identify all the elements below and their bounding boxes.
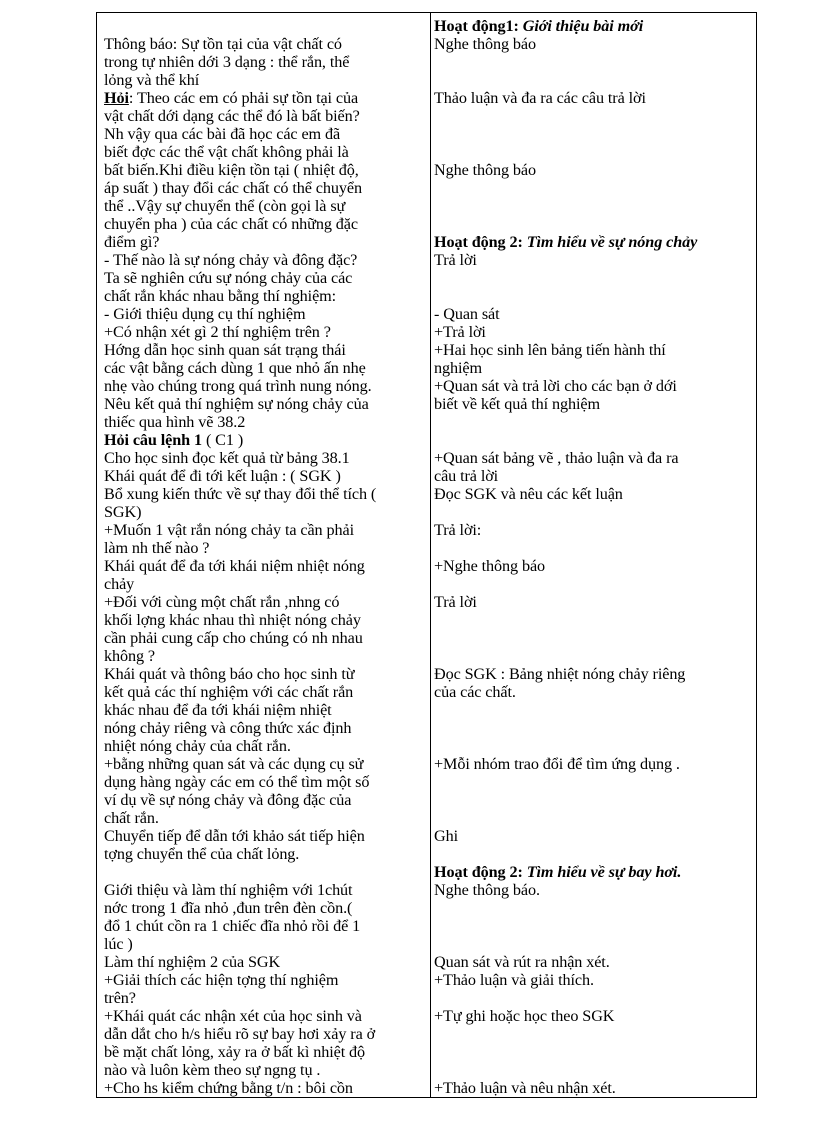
teacher-text: Làm thí nghiệm 2 của SGK xyxy=(104,953,281,971)
teacher-line xyxy=(104,989,136,1007)
teacher-text: khác nhau để đa tới khái niệm nhiệt xyxy=(104,701,332,719)
teacher-text: +Muốn 1 vật rắn nóng chảy ta cần phải xyxy=(104,521,354,539)
student-line xyxy=(434,449,678,467)
teacher-line xyxy=(104,35,342,53)
teacher-line xyxy=(104,719,351,737)
teacher-line xyxy=(104,737,291,755)
teacher-text: chất rắn khác nhau bằng thí nghiệm: xyxy=(104,287,337,305)
teacher-text: lỏng và thể khí xyxy=(104,71,200,89)
teacher-line xyxy=(104,305,305,323)
teacher-line xyxy=(104,413,245,431)
student-line xyxy=(434,359,482,377)
teacher-text: +bằng những quan sát và các dụng cụ sử xyxy=(104,755,364,773)
student-text: Trả lời xyxy=(434,251,477,269)
teacher-line xyxy=(104,359,366,377)
teacher-line xyxy=(104,485,376,503)
student-line xyxy=(434,341,666,359)
teacher-line xyxy=(104,683,353,701)
student-line xyxy=(434,467,498,485)
teacher-bold-text: Hỏi câu lệnh 1 xyxy=(104,431,202,449)
teacher-text: Chuyển tiếp để dẫn tới khảo sát tiếp hiện xyxy=(104,827,365,845)
teacher-line xyxy=(104,557,365,575)
teacher-text: +Đối với cùng một chất rắn ,nhng có xyxy=(104,593,340,611)
teacher-text: nhẹ vào chúng trong quá trình nung nóng. xyxy=(104,377,372,395)
student-text: Trả lời xyxy=(434,593,477,611)
teacher-line xyxy=(104,629,363,647)
student-text: +Nghe thông báo xyxy=(434,557,546,575)
teacher-text: ( C1 ) xyxy=(202,431,244,449)
student-text: Thảo luận và đa ra các câu trả lời xyxy=(434,89,646,107)
student-text: +Quan sát bảng vẽ , thảo luận và đa ra xyxy=(434,449,679,467)
student-bold-text: Hoạt động 2 xyxy=(434,863,518,881)
teacher-line xyxy=(104,935,133,953)
teacher-line xyxy=(104,1061,320,1079)
student-text: Trả lời: xyxy=(434,521,482,539)
teacher-line xyxy=(104,1043,365,1061)
student-line xyxy=(434,881,540,899)
student-text: +Hai học sinh lên bảng tiến hành thí xyxy=(434,341,666,359)
teacher-line xyxy=(104,341,346,359)
student-line xyxy=(434,971,594,989)
teacher-line xyxy=(104,449,350,467)
teacher-bold-text: Hỏi xyxy=(104,89,129,107)
teacher-text: lúc ) xyxy=(104,935,133,953)
student-text: - Quan sát xyxy=(434,305,500,323)
student-line xyxy=(434,17,643,35)
teacher-line xyxy=(104,791,351,809)
teacher-line xyxy=(104,197,345,215)
student-line xyxy=(434,863,681,881)
teacher-text: - Giới thiệu dụng cụ thí nghiệm xyxy=(104,305,306,323)
student-text: Nghe thông báo. xyxy=(434,881,540,899)
teacher-text: trong tự nhiên dới 3 dạng : thể rắn, thể xyxy=(104,53,350,71)
student-text: +Quan sát và trả lời cho các bạn ở dới xyxy=(434,377,677,395)
student-text: Nghe thông báo xyxy=(434,161,537,179)
teacher-text: dẫn dắt cho h/s hiểu rõ sự bay hơi xảy ra ở xyxy=(104,1025,376,1043)
student-line xyxy=(434,1079,616,1097)
teacher-text: không ? xyxy=(104,647,156,665)
student-activity-title: Tìm hiểu về sự nóng chảy xyxy=(526,233,698,251)
teacher-line xyxy=(104,917,360,935)
teacher-text: kết quả các thí nghiệm với các chất rắn xyxy=(104,683,354,701)
student-text: Quan sát và rút ra nhận xét. xyxy=(434,953,610,971)
teacher-text: điểm gì? xyxy=(104,233,160,251)
student-text: Nghe thông báo xyxy=(434,35,537,53)
teacher-line xyxy=(104,521,354,539)
teacher-text: : Theo các em có phải sự tồn tại của xyxy=(128,89,359,107)
teacher-line xyxy=(104,143,349,161)
teacher-line xyxy=(104,827,365,845)
student-text: +Thảo luận và nêu nhận xét. xyxy=(434,1079,616,1097)
teacher-text: - Thế nào là sự nóng chảy và đông đặc? xyxy=(104,251,358,269)
student-line xyxy=(434,35,536,53)
teacher-line xyxy=(104,647,155,665)
teacher-line xyxy=(104,287,336,305)
teacher-text: thể ..Vậy sự chuyển thể (còn gọi là sự xyxy=(104,197,346,215)
teacher-line xyxy=(104,71,199,89)
teacher-text: chuyển pha ) của các chất có những đặc xyxy=(104,215,358,233)
student-text: Đọc SGK và nêu các kết luận xyxy=(434,485,623,503)
teacher-line xyxy=(104,233,159,251)
student-line xyxy=(434,953,610,971)
student-line xyxy=(434,521,481,539)
teacher-text: Bổ xung kiến thức về sự thay đổi thể tích ( xyxy=(104,485,377,503)
teacher-text: Khái quát để đa tới khái niệm nhiệt nóng xyxy=(104,557,365,575)
teacher-text: khối lợng khác nhau thì nhiệt nóng chảy xyxy=(104,611,361,629)
teacher-line xyxy=(104,161,359,179)
teacher-text: +Cho hs kiểm chứng bằng t/n : bôi cồn xyxy=(104,1079,353,1097)
student-line xyxy=(434,557,545,575)
student-text: +Tự ghi hoặc học theo SGK xyxy=(434,1007,615,1025)
teacher-text: tợng chuyển thể của chất lỏng. xyxy=(104,845,300,863)
teacher-text: nóng chảy riêng và công thức xác định xyxy=(104,719,352,737)
teacher-line xyxy=(104,125,340,143)
teacher-line xyxy=(104,377,372,395)
teacher-line xyxy=(104,179,362,197)
student-line xyxy=(434,665,685,683)
teacher-text: Khái quát để đi tới kết luận : ( SGK ) xyxy=(104,467,341,485)
student-line xyxy=(434,377,677,395)
teacher-text: Ta sẽ nghiên cứu sự nóng chảy của các xyxy=(104,269,353,287)
student-text: Ghi xyxy=(434,827,458,845)
teacher-text: Giới thiệu và làm thí nghiệm với 1chút xyxy=(104,881,353,899)
teacher-line xyxy=(104,611,361,629)
teacher-text: Nh vậy qua các bài đã học các em đã xyxy=(104,125,341,143)
teacher-text: nhiệt nóng chảy của chất rắn. xyxy=(104,737,291,755)
teacher-line xyxy=(104,53,349,71)
student-text: +Thảo luận và giải thích. xyxy=(434,971,594,989)
teacher-line xyxy=(104,881,352,899)
teacher-line xyxy=(104,539,209,557)
teacher-text: bất biến.Khi điều kiện tồn tại ( nhiệt độ, xyxy=(104,161,359,179)
teacher-text: SGK) xyxy=(104,503,142,521)
student-line xyxy=(434,323,486,341)
teacher-line xyxy=(104,755,363,773)
teacher-text: đổ 1 chút cồn ra 1 chiếc đĩa nhỏ rồi để 1 xyxy=(104,917,361,935)
teacher-line xyxy=(104,107,360,125)
student-line xyxy=(434,251,477,269)
teacher-text: +Giải thích các hiện tợng thí nghiệm xyxy=(104,971,339,989)
student-line xyxy=(434,233,697,251)
student-text: biết về kết quả thí nghiệm xyxy=(434,395,600,413)
student-line xyxy=(434,593,477,611)
teacher-line xyxy=(104,1025,375,1043)
teacher-line xyxy=(104,665,354,683)
teacher-text: Hớng dẫn học sinh quan sát trạng thái xyxy=(104,341,346,359)
teacher-text: làm nh thế nào ? xyxy=(104,539,210,557)
teacher-text: nào và luôn kèm theo sự ngng tụ . xyxy=(104,1061,321,1079)
teacher-text: trên? xyxy=(104,989,136,1007)
teacher-line xyxy=(104,215,358,233)
teacher-text: nớc trong 1 đĩa nhỏ ,đun trên đèn cồn.( xyxy=(104,899,353,917)
teacher-line xyxy=(104,971,338,989)
column-divider xyxy=(430,12,431,1098)
teacher-line xyxy=(104,701,332,719)
teacher-text: chảy xyxy=(104,575,135,593)
teacher-line xyxy=(104,809,159,827)
teacher-line xyxy=(104,395,369,413)
teacher-text: Thông báo: Sự tồn tại của vật chất có xyxy=(104,35,342,53)
teacher-line xyxy=(104,431,243,449)
teacher-line xyxy=(104,953,280,971)
teacher-text: biết đợc các thể vật chất không phải là xyxy=(104,143,349,161)
student-line xyxy=(434,827,458,845)
student-text: câu trả lời xyxy=(434,467,499,485)
teacher-text: Nêu kết quả thí nghiệm sự nóng chảy của xyxy=(104,395,369,413)
teacher-text: +Có nhận xét gì 2 thí nghiệm trên ? xyxy=(104,323,331,341)
teacher-text: áp suất ) thay đổi các chất có thể chuyển xyxy=(104,179,362,197)
teacher-line xyxy=(104,503,141,521)
student-activity-title: Tìm hiểu về sự bay hơi. xyxy=(526,863,682,881)
student-line xyxy=(434,89,646,107)
student-line xyxy=(434,395,600,413)
student-line xyxy=(434,305,500,323)
teacher-line xyxy=(104,1079,353,1097)
student-line xyxy=(434,161,536,179)
teacher-line xyxy=(104,269,352,287)
student-text: Đọc SGK : Bảng nhiệt nóng chảy riêng xyxy=(434,665,686,683)
teacher-text: cần phải cung cấp cho chúng có nh nhau xyxy=(104,629,363,647)
teacher-text: ví dụ về sự nóng chảy và đông đặc của xyxy=(104,791,352,809)
teacher-line xyxy=(104,89,358,107)
teacher-line xyxy=(104,575,134,593)
teacher-text: bề mặt chất lỏng, xảy ra ở bất kì nhiệt độ xyxy=(104,1043,366,1061)
teacher-line xyxy=(104,1007,362,1025)
teacher-text: chất rắn. xyxy=(104,809,159,827)
student-bold-text: Hoạt động 2: xyxy=(434,233,527,251)
student-bold-text: Hoạt động1: xyxy=(434,17,523,35)
teacher-line xyxy=(104,899,352,917)
student-text: của các chất. xyxy=(434,683,516,701)
student-text: +Trả lời xyxy=(434,323,486,341)
teacher-line xyxy=(104,251,357,269)
teacher-text: các vật bằng cách dùng 1 que nhỏ ấn nhẹ xyxy=(104,359,366,377)
student-line xyxy=(434,485,623,503)
teacher-text: Khái quát và thông báo cho học sinh từ xyxy=(104,665,355,683)
student-separator: : xyxy=(517,863,527,881)
teacher-text: thiếc qua hình vẽ 38.2 xyxy=(104,413,246,431)
teacher-line xyxy=(104,467,341,485)
student-activity-title: Giới thiệu bài mới xyxy=(522,17,644,35)
student-text: +Mỗi nhóm trao đổi để tìm ứng dụng . xyxy=(434,755,680,773)
teacher-text: dụng hàng ngày các em có thể tìm một số xyxy=(104,773,370,791)
teacher-line xyxy=(104,323,331,341)
student-text: nghiệm xyxy=(434,359,482,377)
teacher-text: vật chất dới dạng các thể đó là bất biến? xyxy=(104,107,360,125)
student-line xyxy=(434,755,680,773)
teacher-line xyxy=(104,593,339,611)
teacher-text: +Khái quát các nhận xét của học sinh và xyxy=(104,1007,362,1025)
student-line xyxy=(434,1007,614,1025)
teacher-line xyxy=(104,773,369,791)
teacher-text: Cho học sinh đọc kết quả từ bảng 38.1 xyxy=(104,449,350,467)
student-line xyxy=(434,683,516,701)
teacher-line xyxy=(104,845,299,863)
